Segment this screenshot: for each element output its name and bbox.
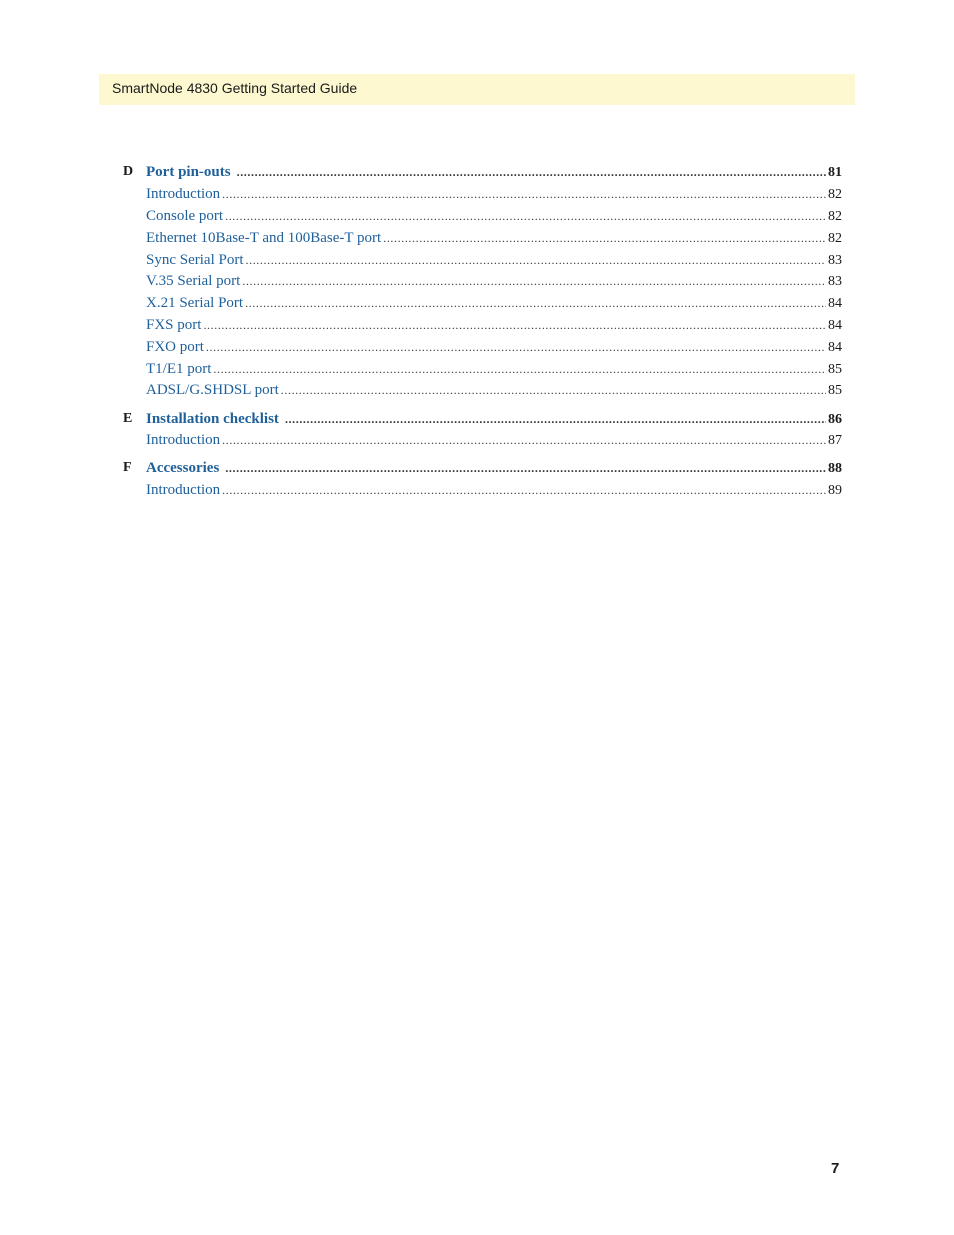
toc-page-number: 89 — [828, 483, 842, 498]
toc-page-number: 86 — [828, 412, 842, 427]
toc-entry-title[interactable]: FXS port — [146, 317, 202, 333]
document-title: SmartNode 4830 Getting Started Guide — [112, 80, 358, 96]
toc-entry-title[interactable]: ADSL/G.SHDSL port — [146, 382, 279, 398]
toc-page-number: 83 — [828, 274, 842, 289]
toc-page-number: 88 — [828, 461, 842, 476]
toc-chapter-accessories[interactable] — [123, 460, 842, 480]
toc-page-number: 85 — [828, 362, 842, 377]
dot-leader — [213, 362, 826, 377]
dot-leader — [225, 209, 826, 224]
page-number: 7 — [831, 1160, 840, 1177]
dot-leader — [206, 340, 826, 355]
toc-entry-title[interactable]: Sync Serial Port — [146, 252, 244, 268]
toc-chapter-title[interactable]: Port pin-outs — [146, 164, 231, 180]
toc-page-number: 84 — [828, 340, 842, 355]
toc-entry-title[interactable]: Introduction — [146, 186, 221, 202]
toc-entry-title[interactable]: T1/E1 port — [146, 361, 212, 377]
dot-leader — [242, 274, 826, 289]
dot-leader — [222, 483, 826, 498]
toc-entry[interactable] — [146, 252, 842, 272]
toc-chapter-title[interactable]: Installation checklist — [146, 411, 279, 427]
toc-entry-title[interactable]: Console port — [146, 208, 224, 224]
toc-page-number: 85 — [828, 383, 842, 398]
toc-entry[interactable] — [146, 339, 842, 359]
dot-leader — [383, 231, 826, 246]
toc-entry[interactable] — [146, 482, 842, 502]
toc-entry-title[interactable]: Introduction — [146, 482, 221, 498]
toc-entry[interactable] — [146, 382, 842, 402]
dot-leader — [237, 165, 826, 180]
toc-entry[interactable] — [146, 432, 842, 452]
toc-entry-title[interactable]: Introduction — [146, 432, 221, 448]
toc-entry-title[interactable]: V.35 Serial port — [146, 273, 241, 289]
appendix-letter: F — [123, 460, 132, 475]
dot-leader — [222, 187, 826, 202]
toc-entry[interactable] — [146, 361, 842, 381]
dot-leader — [245, 296, 826, 311]
toc-chapter-installation-checklist[interactable] — [123, 411, 842, 431]
toc-entry[interactable] — [146, 208, 842, 228]
toc-page-number: 82 — [828, 209, 842, 224]
toc-page-number: 82 — [828, 187, 842, 202]
toc-chapter-port-pin-outs[interactable] — [123, 164, 842, 184]
toc-entry-title[interactable]: X.21 Serial Port — [146, 295, 244, 311]
toc-entry[interactable] — [146, 273, 842, 293]
toc-entry-title[interactable]: FXO port — [146, 339, 204, 355]
dot-leader — [225, 461, 826, 476]
toc-chapter-title[interactable]: Accessories — [146, 460, 220, 476]
toc-entry[interactable] — [146, 295, 842, 315]
toc-entry[interactable] — [146, 317, 842, 337]
dot-leader — [281, 383, 826, 398]
dot-leader — [203, 318, 826, 333]
dot-leader — [222, 433, 826, 448]
appendix-letter: E — [123, 411, 133, 426]
toc-entry-title[interactable]: Ethernet 10Base-T and 100Base-T port — [146, 230, 382, 246]
toc-entry[interactable] — [146, 230, 842, 250]
toc-page-number: 87 — [828, 433, 842, 448]
appendix-letter: D — [123, 164, 134, 179]
dot-leader — [246, 253, 827, 268]
toc-page-number: 84 — [828, 296, 842, 311]
toc-page-number: 84 — [828, 318, 842, 333]
toc-page-number: 82 — [828, 231, 842, 246]
toc-page-number: 81 — [828, 165, 842, 180]
dot-leader — [285, 412, 826, 427]
toc-page-number: 83 — [828, 253, 842, 268]
toc-entry[interactable] — [146, 186, 842, 206]
